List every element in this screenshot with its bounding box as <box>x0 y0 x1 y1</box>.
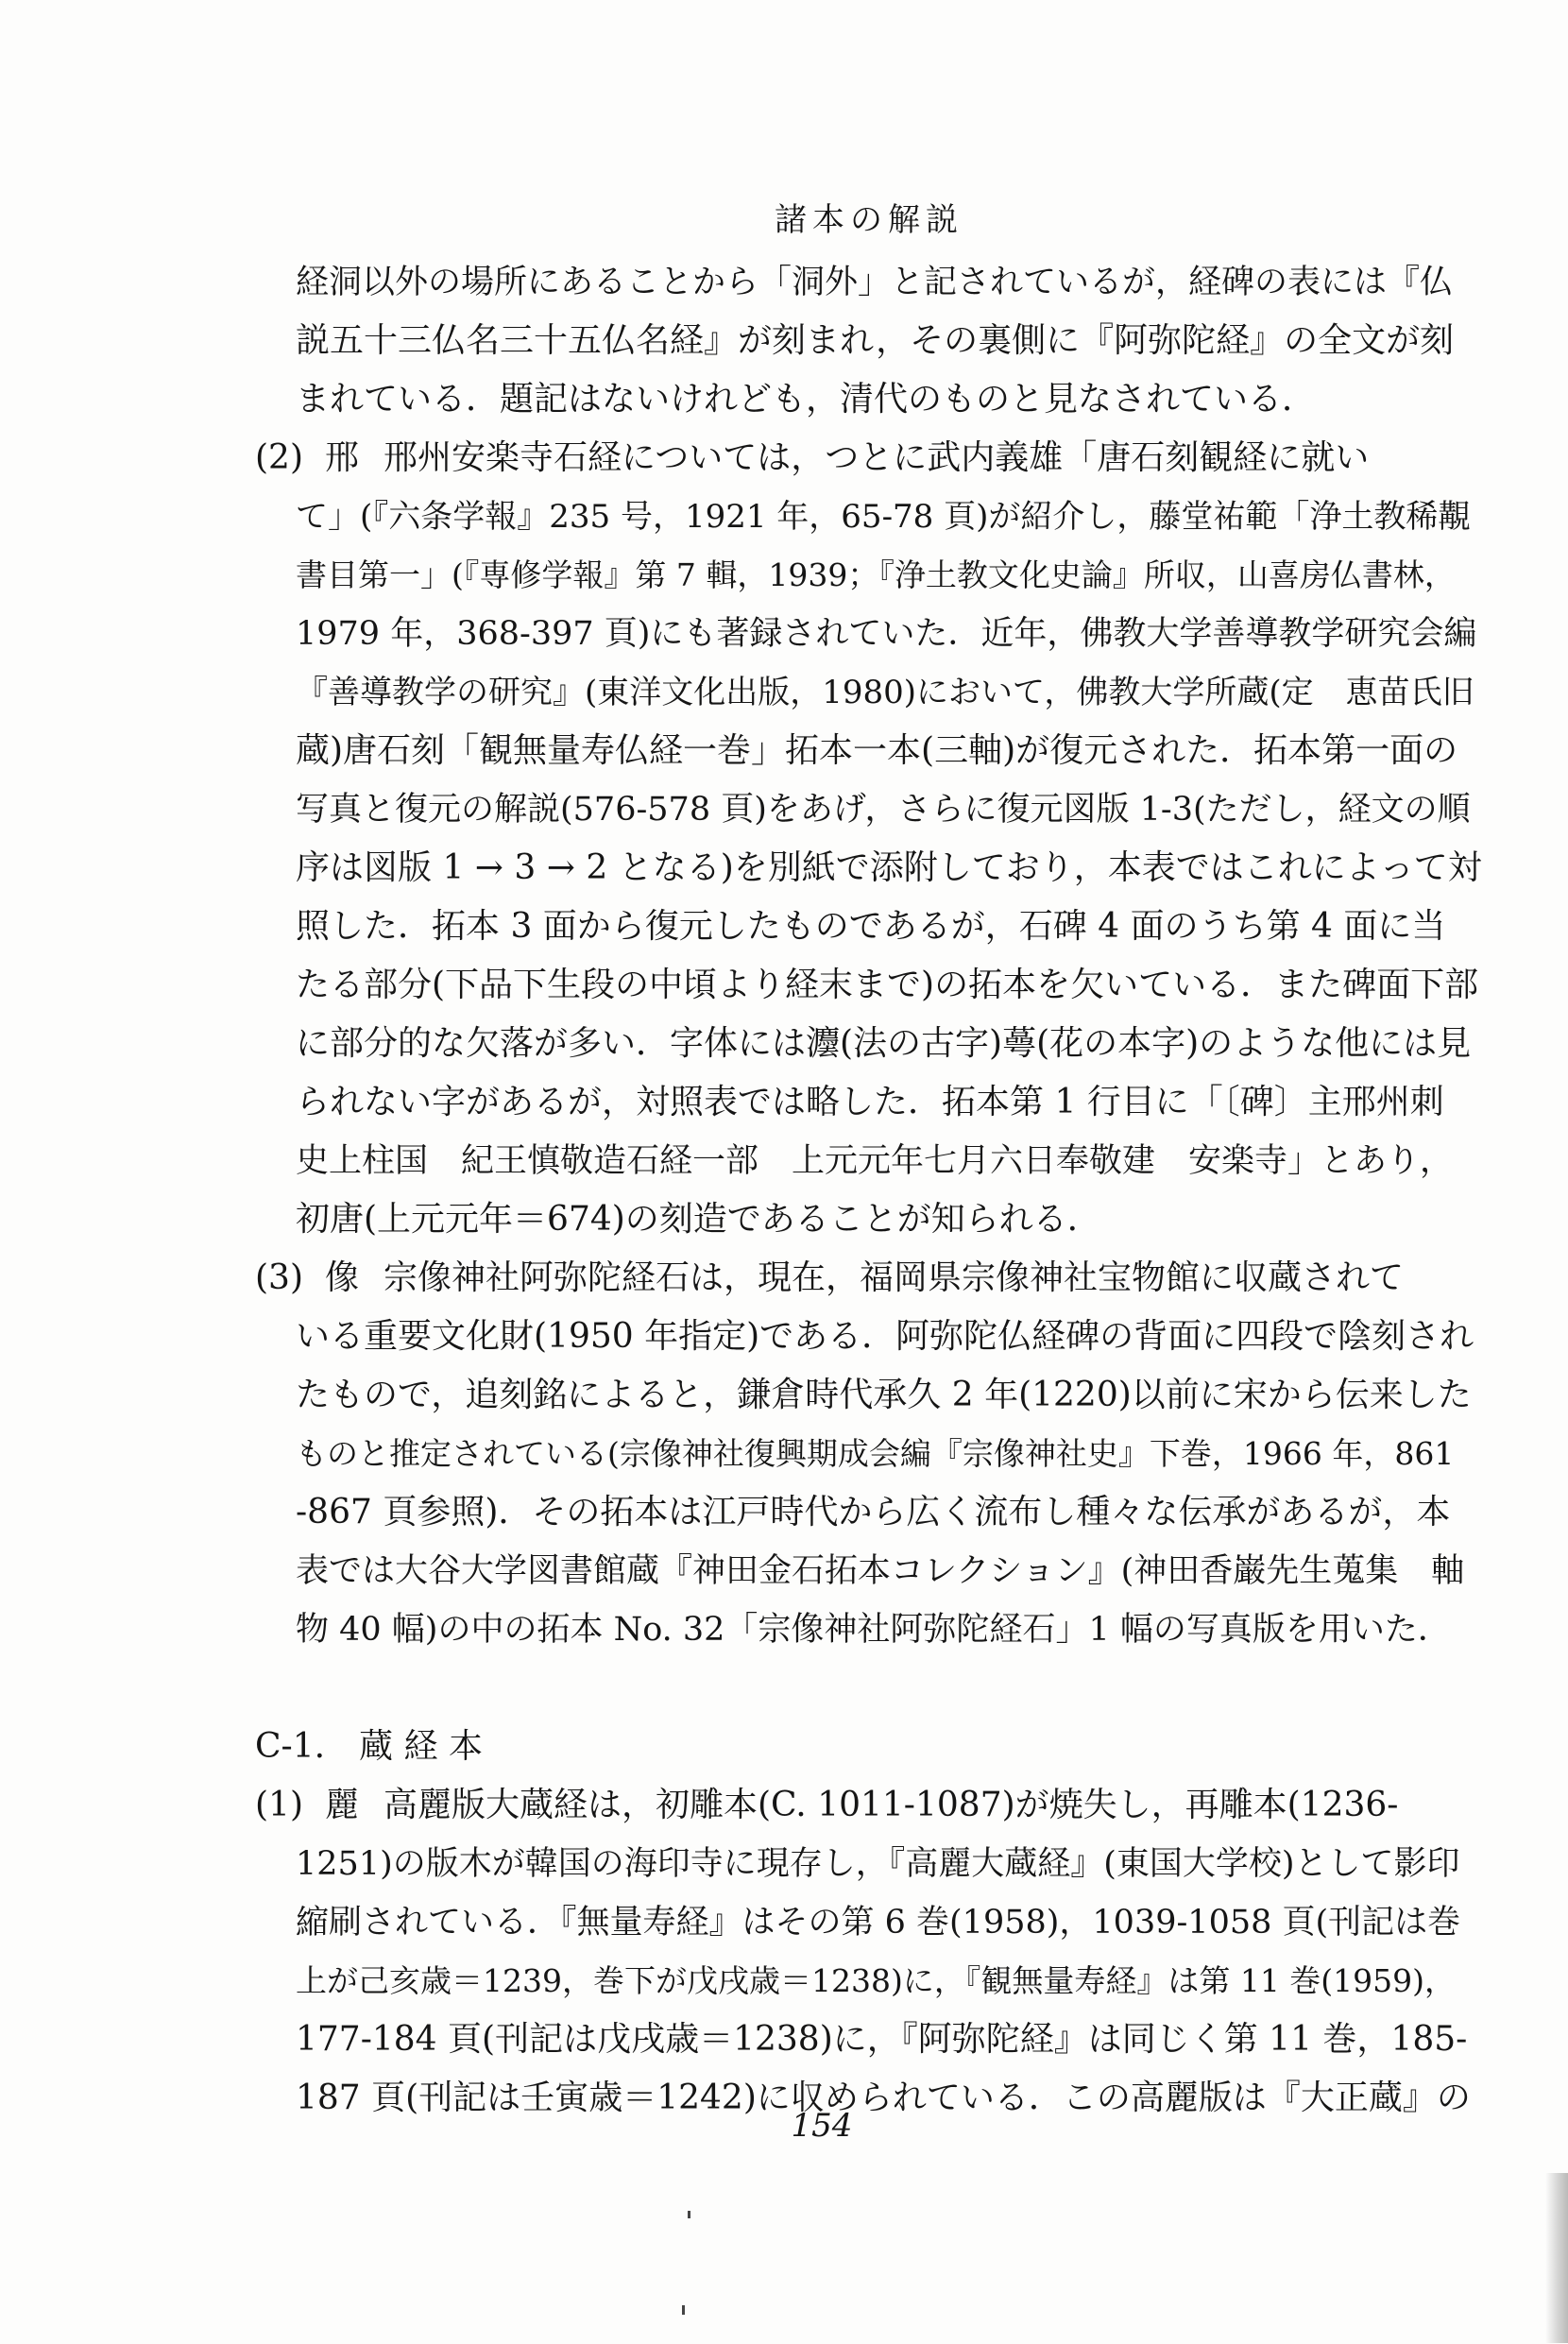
text-line: -867 頁参照)．その拓本は江戸時代から広く流布し種々な伝承があるが，本 <box>296 1493 1451 1531</box>
scan-speck <box>688 2211 690 2218</box>
text-line: たる部分(下品下生段の中頃より経末まで)の拓本を欠いている．また碑面下部 <box>296 966 1479 1004</box>
text-line: 照した．拓本 3 面から復元したものであるが，石碑 4 面のうち第 4 面に当 <box>296 907 1446 946</box>
entry-number: (3) <box>255 1258 303 1297</box>
text-line: 宗像神社阿弥陀経石は，現在，福岡県宗像神社宝物館に収蔵されて <box>383 1258 1405 1297</box>
entry-key: 邢 <box>325 438 360 477</box>
entry-key: 麗 <box>325 1786 360 1824</box>
text-line: ものと推定されている(宗像神社復興期成会編『宗像神社史』下巻，1966 年，861 <box>296 1435 1455 1472</box>
text-line: まれている．題記はないけれども，清代のものと見なされている． <box>296 380 1317 419</box>
text-line: 経洞以外の場所にあることから「洞外」と記されているが，経碑の表には『仏 <box>296 264 1454 301</box>
text-line: 上が己亥歳＝1239，巻下が戊戌歳＝1238)に，『観無量寿経』は第 11 巻(1959)， <box>296 1962 1457 1999</box>
text-line: 序は図版 1 → 3 → 2 となる)を別紙で添附しており，本表ではこれによって対 <box>296 848 1482 887</box>
text-line: 1979 年，368-397 頁)にも著録されていた．近年，佛教大学善導教学研究会編 <box>296 615 1477 653</box>
text-line: に部分的な欠落が多い．字体には灋(法の古字)蕚(花の本字)のような他には見 <box>296 1024 1472 1063</box>
text-line: 177-184 頁(刊記は戊戌歳＝1238)に，『阿弥陀経』は同じく第 11 巻，185- <box>296 2020 1468 2059</box>
entry-c1-first-line <box>255 1776 1483 1835</box>
text-line: 邢州安楽寺石経については，つとに武内義雄「唐石刻観経に就い <box>383 438 1370 477</box>
text-line: 1251)の版木が韓国の海印寺に現存し，『高麗大蔵経』(東国大学校)として影印 <box>296 1845 1460 1883</box>
section-gap <box>255 1659 1483 1718</box>
text-line: られない字があるが，対照表では略した．拓本第 1 行目に「〔碑〕主邢州刺 <box>296 1083 1444 1121</box>
text-line: 縮刷されている．『無量寿経』はその第 6 巻(1958)，1039-1058 頁(刊記は巻 <box>296 1904 1461 1942</box>
entry-key: 像 <box>325 1258 360 1297</box>
body-text <box>255 253 1483 2128</box>
text-line: 『善導教学の研究』(東洋文化出版，1980)において，佛教大学所蔵(定 恵苗氏旧 <box>296 674 1474 711</box>
text-line: 表では大谷大学図書館蔵『神田金石拓本コレクション』(神田香巌先生蒐集 軸 <box>296 1552 1465 1590</box>
entry-3-first-line <box>255 1249 1483 1308</box>
text-line: 蔵)唐石刻「観無量寿仏経一巻」拓本一本(三軸)が復元された．拓本第一面の <box>296 731 1458 770</box>
text-line: 高麗版大蔵経は，初雕本(C. 1011-1087)が焼失し，再雕本(1236- <box>383 1786 1399 1824</box>
text-line: 187 頁(刊記は壬寅歳＝1242)に収められている．この高麗版は『大正蔵』の <box>296 2079 1471 2117</box>
text-line: て」(『六条学報』235 号，1921 年，65-78 頁)が紹介し，藤堂祐範「浄土教稀覯 <box>296 498 1471 536</box>
scan-speck <box>682 2305 685 2315</box>
text-line: いる重要文化財(1950 年指定)である．阿弥陀仏経碑の背面に四段で陰刻され <box>296 1317 1474 1356</box>
text-line: たもので，追刻銘によると，鎌倉時代承久 2 年(1220)以前に宋から伝来した <box>296 1376 1472 1414</box>
running-header: 諸本の解説 <box>775 201 963 239</box>
text-line: 写真と復元の解説(576-578 頁)をあげ，さらに復元図版 1-3(ただし，経文の順 <box>296 791 1471 829</box>
text-line: 物 40 幅)の中の拓本 No. 32「宗像神社阿弥陀経石」1 幅の写真版を用いた． <box>296 1611 1451 1649</box>
entry-number: (2) <box>255 438 303 477</box>
entry-2-first-line <box>255 429 1483 488</box>
text-line: 説五十三仏名三十五仏名経』が刻まれ，その裏側に『阿弥陀経』の全文が刻 <box>296 321 1455 360</box>
text-line: 初唐(上元元年＝674)の刻造であることが知られる． <box>296 1200 1101 1239</box>
entry-number: (1) <box>255 1786 303 1824</box>
text-line: 書目第一」(『専修学報』第 7 輯，1939；『浄土教文化史論』所収，山喜房仏書林， <box>296 556 1456 593</box>
scan-edge-shadow <box>1545 2173 1568 2343</box>
text-line: 史上柱国 紀王慎敬造石経一部 上元元年七月六日奉敬建 安楽寺」とあり， <box>296 1142 1454 1180</box>
page-number: 154 <box>791 2107 853 2145</box>
section-heading: C-1. 蔵 経 本 <box>255 1727 483 1766</box>
